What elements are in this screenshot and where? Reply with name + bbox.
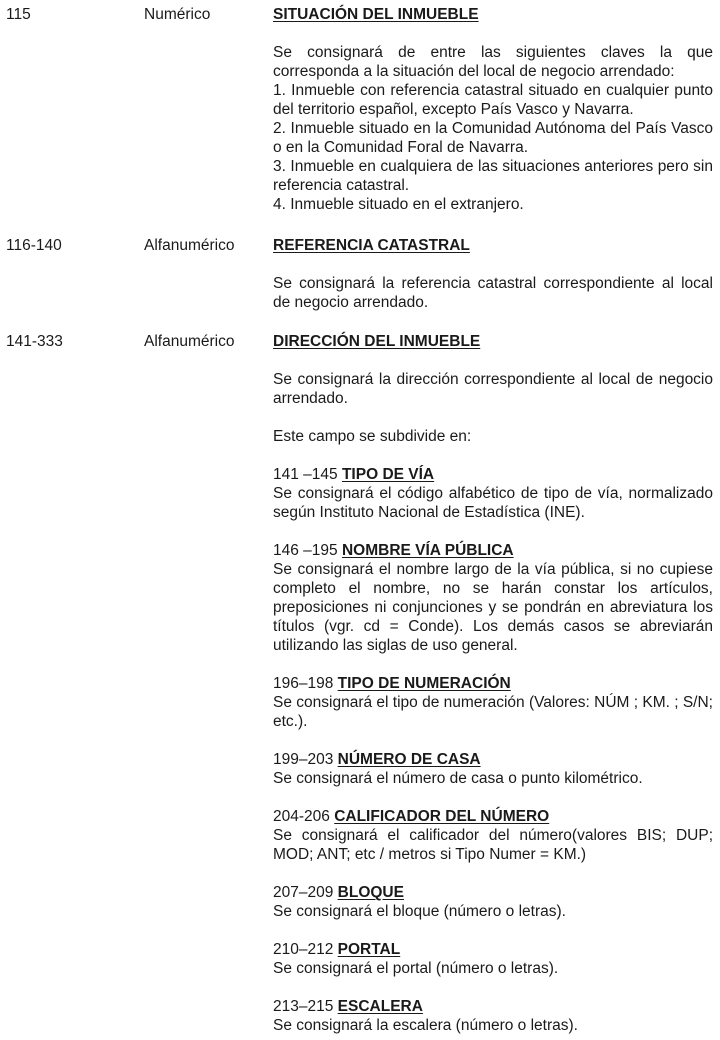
subfield-code: 146 –195 (273, 542, 338, 559)
list-item: 1. Inmueble con referencia catastral situado en cualquier punto del territorio español, excepto País Vasco y Navarra. (273, 82, 713, 118)
field-description: Este campo se subdivide en: (273, 428, 472, 445)
field-position: 116-140 (6, 237, 62, 254)
subfield-title: ESCALERA (337, 998, 423, 1015)
field-title: SITUACIÓN DEL INMUEBLE (273, 6, 479, 23)
subfield-code: 204-206 (273, 808, 330, 825)
subfield-code: 141 –145 (273, 466, 338, 483)
subfield-code: 210–212 (273, 941, 334, 958)
subfield-title: NÚMERO DE CASA (337, 751, 481, 768)
subfield-tipo-numeracion (273, 674, 713, 731)
subfield-code: 199–203 (273, 751, 334, 768)
subfield-title: TIPO DE NUMERACIÓN (337, 675, 511, 692)
field-content (273, 5, 713, 214)
field-description: Se consignará la referencia catastral correspondiente al local de negocio arrendado. (273, 275, 713, 311)
subfield-description: Se consignará el número de casa o punto kilométrico. (273, 770, 643, 787)
field-type: Alfanumérico (144, 237, 235, 254)
subfield-code: 213–215 (273, 998, 334, 1015)
subfield-title: NOMBRE VÍA PÚBLICA (341, 542, 514, 559)
subfield-code: 207–209 (273, 884, 334, 901)
subfield-description: Se consignará la escalera (número o letras). (273, 1017, 578, 1034)
subfield-description: Se consignará el tipo de numeración (Valores: NÚM ; KM. ; S/N; etc.). (273, 694, 713, 730)
list-item: 4. Inmueble situado en el extranjero. (273, 196, 524, 213)
field-content (273, 332, 713, 1035)
subfield-nombre-via (273, 541, 713, 655)
field-position: 141-333 (6, 333, 63, 350)
field-type: Numérico (144, 6, 211, 23)
field-description: Se consignará de entre las siguientes claves la que corresponda a la situación del local de negocio arrendado: (273, 44, 713, 80)
subfield-escalera (273, 997, 713, 1035)
list-item: 3. Inmueble en cualquiera de las situaciones anteriores pero sin referencia catastral. (273, 158, 713, 194)
field-position: 115 (6, 6, 31, 23)
subfield-numero-casa (273, 750, 713, 788)
subfield-bloque (273, 883, 713, 921)
list-item: 2. Inmueble situado en la Comunidad Autónoma del País Vasco o en la Comunidad Foral de Navarra. (273, 120, 713, 156)
subfield-title: PORTAL (337, 941, 401, 958)
field-description: Se consignará la dirección correspondiente al local de negocio arrendado. (273, 371, 713, 407)
field-type: Alfanumérico (144, 333, 235, 350)
field-content (273, 236, 713, 312)
subfield-calificador-numero (273, 807, 713, 864)
subfield-title: BLOQUE (337, 884, 404, 901)
subfield-portal (273, 940, 713, 978)
subfield-tipo-via (273, 465, 713, 522)
field-title: REFERENCIA CATASTRAL (273, 237, 470, 254)
subfield-title: CALIFICADOR DEL NÚMERO (334, 808, 550, 825)
subfield-description: Se consignará el portal (número o letras). (273, 960, 559, 977)
subfield-title: TIPO DE VÍA (341, 466, 435, 483)
field-title: DIRECCIÓN DEL INMUEBLE (273, 333, 481, 350)
subfield-description: Se consignará el bloque (número o letras). (273, 903, 566, 920)
subfield-code: 196–198 (273, 675, 334, 692)
subfield-description: Se consignará el código alfabético de tipo de vía, normalizado según Instituto Nacional de Estadística (INE). (273, 485, 713, 521)
subfield-description: Se consignará el nombre largo de la vía pública, si no cupiese completo el nombre, no se harán constar los artículos, preposiciones ni conjunciones y se pondrán en abreviatura los títulos (vgr. cd = Conde). Los demás casos se abreviarán utilizando las siglas de uso general. (273, 561, 713, 654)
subfield-description: Se consignará el calificador del número(valores BIS; DUP; MOD; ANT; etc / metros si Tipo Numer = KM.) (273, 827, 713, 863)
